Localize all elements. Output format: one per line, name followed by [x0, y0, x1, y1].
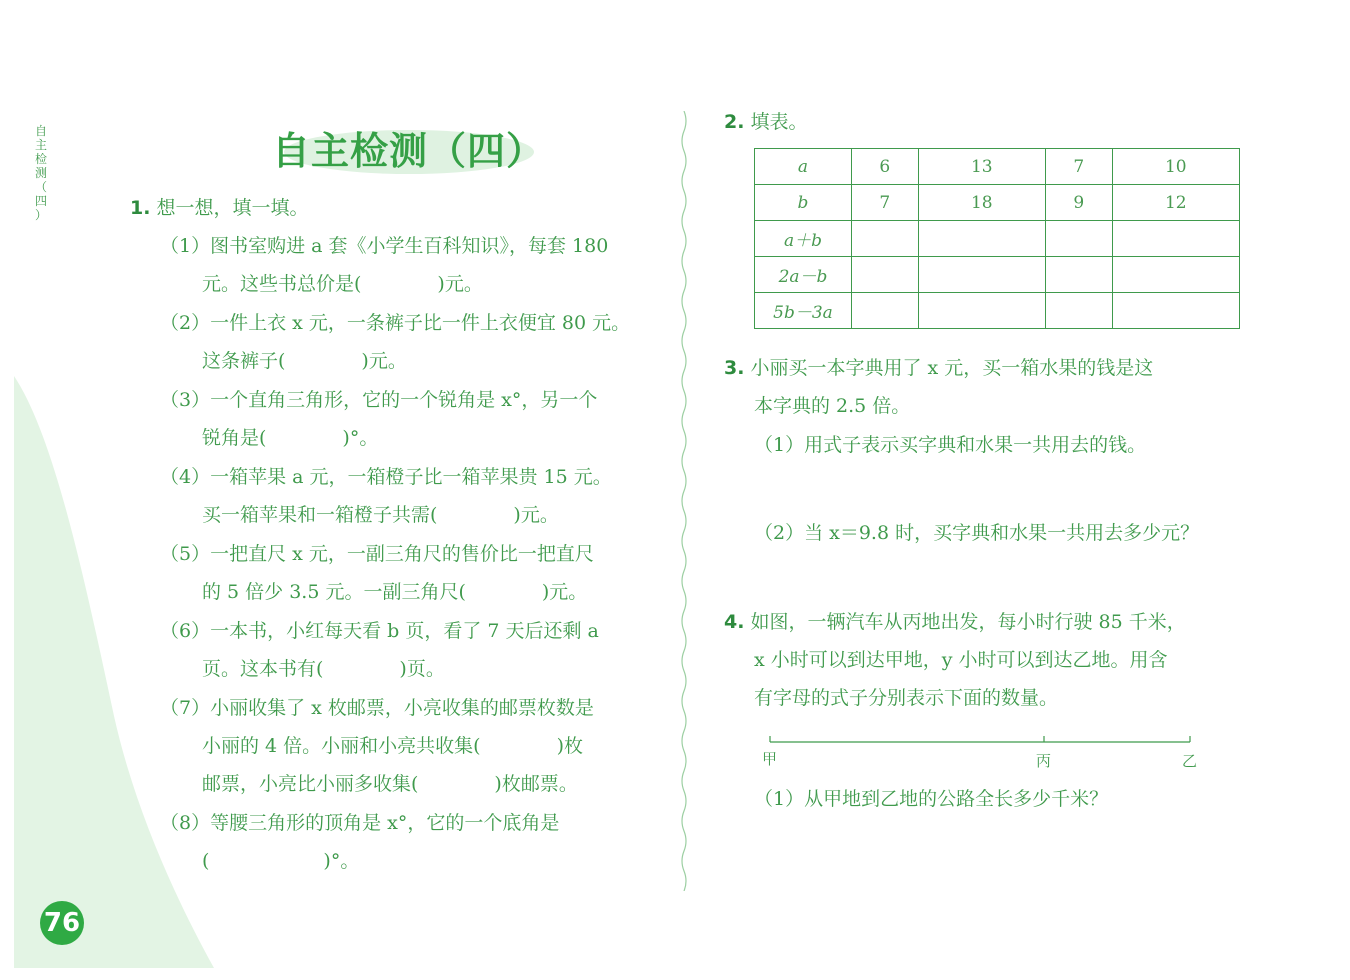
route-diagram: [762, 734, 1202, 784]
question-number: 4.: [724, 611, 745, 633]
table-cell: 7: [1045, 149, 1112, 185]
label-bing: 丙: [1036, 752, 1052, 770]
answer-cell[interactable]: [852, 221, 919, 257]
item-1-line-2: 元。这些书总价是( )元。: [202, 273, 483, 295]
question-4-line-2: x 小时可以到达甲地，y 小时可以到达乙地。用含: [754, 649, 1168, 671]
side-tab-label: 自 主 检 测 （ 四 ）: [34, 124, 47, 222]
title-banner: [264, 116, 546, 178]
table-cell: 6: [852, 149, 919, 185]
item-6-line-2: 页。这本书有( )页。: [202, 658, 445, 680]
question-1-heading: [130, 196, 309, 220]
answer-cell[interactable]: [918, 293, 1045, 329]
question-2-heading: [724, 110, 808, 134]
question-3-sub-1: （1）用式子表示买字典和水果一共用去的钱。: [754, 434, 1147, 456]
row-header: a＋b: [755, 221, 852, 257]
row-header: b: [755, 185, 852, 221]
answer-cell[interactable]: [1112, 293, 1239, 329]
table-cell: 10: [1112, 149, 1239, 185]
table-row: [755, 293, 1240, 329]
item-1-line-1: （1）图书室购进 a 套《小学生百科知识》，每套 180: [160, 235, 609, 257]
table-row: [755, 221, 1240, 257]
item-6-line-1: （6）一本书，小红每天看 b 页，看了 7 天后还剩 a: [160, 620, 599, 642]
workbook-page: [14, 16, 1336, 968]
item-8-line-2: ( )°。: [202, 850, 360, 872]
answer-cell[interactable]: [1045, 257, 1112, 293]
table-cell: 7: [852, 185, 919, 221]
item-5-line-2: 的 5 倍少 3.5 元。一副三角尺( )元。: [202, 581, 588, 603]
table-row: [755, 149, 1240, 185]
answer-cell[interactable]: [918, 257, 1045, 293]
table-cell: 18: [918, 185, 1045, 221]
question-text: 如图，一辆汽车从丙地出发，每小时行驶 85 千米，: [750, 611, 1186, 633]
table-cell: 12: [1112, 185, 1239, 221]
row-header: a: [755, 149, 852, 185]
answer-cell[interactable]: [918, 221, 1045, 257]
answer-cell[interactable]: [1112, 257, 1239, 293]
item-7-line-2: 小丽的 4 倍。小丽和小亮共收集( )枚: [202, 735, 583, 757]
answer-cell[interactable]: [852, 257, 919, 293]
item-8-line-1: （8）等腰三角形的顶角是 x°，它的一个底角是: [160, 812, 560, 834]
label-yi: 乙: [1182, 752, 1198, 770]
answer-cell[interactable]: [1045, 221, 1112, 257]
label-jia: 甲: [762, 750, 778, 768]
row-header: 5b－3a: [755, 293, 852, 329]
item-4-line-1: （4）一箱苹果 a 元，一箱橙子比一箱苹果贵 15 元。: [160, 466, 612, 488]
table-row: [755, 185, 1240, 221]
question-text: 填表。: [750, 111, 808, 133]
item-7-line-3: 邮票，小亮比小丽多收集( )枚邮票。: [202, 773, 578, 795]
question-text: 想一想，填一填。: [156, 197, 309, 219]
question-number: 1.: [130, 197, 151, 219]
answer-cell[interactable]: [1112, 221, 1239, 257]
item-7-line-1: （7）小丽收集了 x 枚邮票，小亮收集的邮票枚数是: [160, 697, 594, 719]
item-4-line-2: 买一箱苹果和一箱橙子共需( )元。: [202, 504, 559, 526]
question-3-sub-2: （2）当 x＝9.8 时，买字典和水果一共用去多少元？: [754, 522, 1200, 544]
item-3-line-1: （3）一个直角三角形，它的一个锐角是 x°，另一个: [160, 389, 598, 411]
route-line: [762, 734, 1202, 764]
item-2-line-1: （2）一件上衣 x 元，一条裤子比一件上衣便宜 80 元。: [160, 312, 631, 334]
question-4-sub-1: （1）从甲地到乙地的公路全长多少千米？: [754, 788, 1109, 810]
fill-in-table: [754, 148, 1240, 329]
question-text: 小丽买一本字典用了 x 元，买一箱水果的钱是这: [750, 357, 1154, 379]
table-row: [755, 257, 1240, 293]
question-4-line-3: 有字母的式子分别表示下面的数量。: [754, 687, 1059, 709]
item-5-line-1: （5）一把直尺 x 元，一副三角尺的售价比一把直尺: [160, 543, 594, 565]
question-3-line-1: [724, 356, 1153, 380]
row-header: 2a－b: [755, 257, 852, 293]
question-3-line-2: 本字典的 2.5 倍。: [754, 395, 911, 417]
item-3-line-2: 锐角是( )°。: [202, 427, 379, 449]
answer-cell[interactable]: [1045, 293, 1112, 329]
question-number: 3.: [724, 357, 745, 379]
answer-cell[interactable]: [852, 293, 919, 329]
table-cell: 9: [1045, 185, 1112, 221]
question-number: 2.: [724, 111, 745, 133]
page-title: 自主检测（四）: [272, 128, 546, 173]
page-number: 76: [40, 901, 84, 945]
page-divider: [678, 111, 690, 891]
table-cell: 13: [918, 149, 1045, 185]
question-4-line-1: [724, 610, 1186, 634]
item-2-line-2: 这条裤子( )元。: [202, 350, 407, 372]
